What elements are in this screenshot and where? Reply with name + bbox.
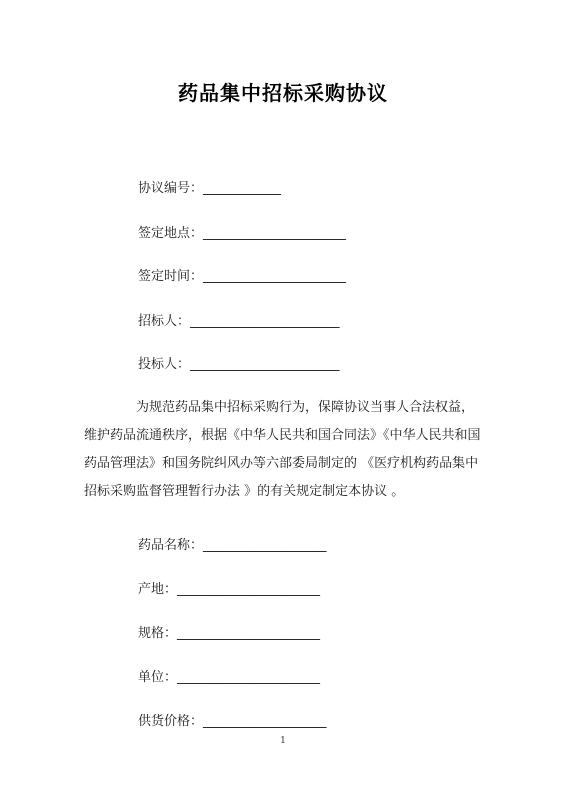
field-label: 单位：	[138, 670, 178, 685]
field-label: 签定时间：	[138, 269, 204, 284]
signing-time-field	[138, 265, 346, 284]
field-label: 药品名称：	[138, 538, 204, 553]
unit-field	[138, 666, 320, 685]
origin-field	[138, 578, 320, 597]
preamble-paragraph	[84, 394, 489, 506]
field-blank: ___________________	[203, 714, 327, 729]
preamble-line: 招标采购监督管理暂行办法 》的有关规定制定本协议 。	[84, 484, 405, 499]
preamble-line: 药品管理法》和国务院纠风办等六部委局制定的 《医疗机构药品集中	[84, 456, 479, 471]
field-blank: _______________________	[190, 314, 340, 329]
field-blank: ____________	[203, 181, 282, 196]
bidder-field	[138, 353, 340, 372]
field-blank: ______________________	[203, 226, 347, 241]
agreement-number-field	[138, 177, 281, 196]
field-blank: ______________________	[177, 670, 321, 685]
specification-field	[138, 622, 320, 641]
field-blank: ___________________	[203, 538, 327, 553]
field-label: 投标人：	[138, 357, 191, 372]
preamble-line: 维护药品流通秩序，根据《中华人民共和国合同法》《中华人民共和国	[84, 428, 481, 443]
field-label: 协议编号：	[138, 181, 204, 196]
document-title: 药品集中招标采购协议	[178, 81, 388, 105]
field-label: 招标人：	[138, 314, 191, 329]
page-number: 1	[280, 736, 286, 746]
field-blank: ______________________	[203, 269, 347, 284]
field-blank: ______________________	[177, 626, 321, 641]
field-label: 签定地点：	[138, 226, 204, 241]
field-label: 供货价格：	[138, 714, 204, 729]
supply-price-field	[138, 710, 327, 729]
field-blank: _______________________	[190, 357, 340, 372]
field-blank: ______________________	[177, 582, 321, 597]
drug-name-field	[138, 534, 327, 553]
field-label: 产地：	[138, 582, 178, 597]
field-label: 规格：	[138, 626, 178, 641]
signing-location-field	[138, 222, 346, 241]
preamble-line: 为规范药品集中招标采购行为，保障协议当事人合法权益，	[136, 400, 475, 415]
tenderer-field	[138, 310, 340, 329]
